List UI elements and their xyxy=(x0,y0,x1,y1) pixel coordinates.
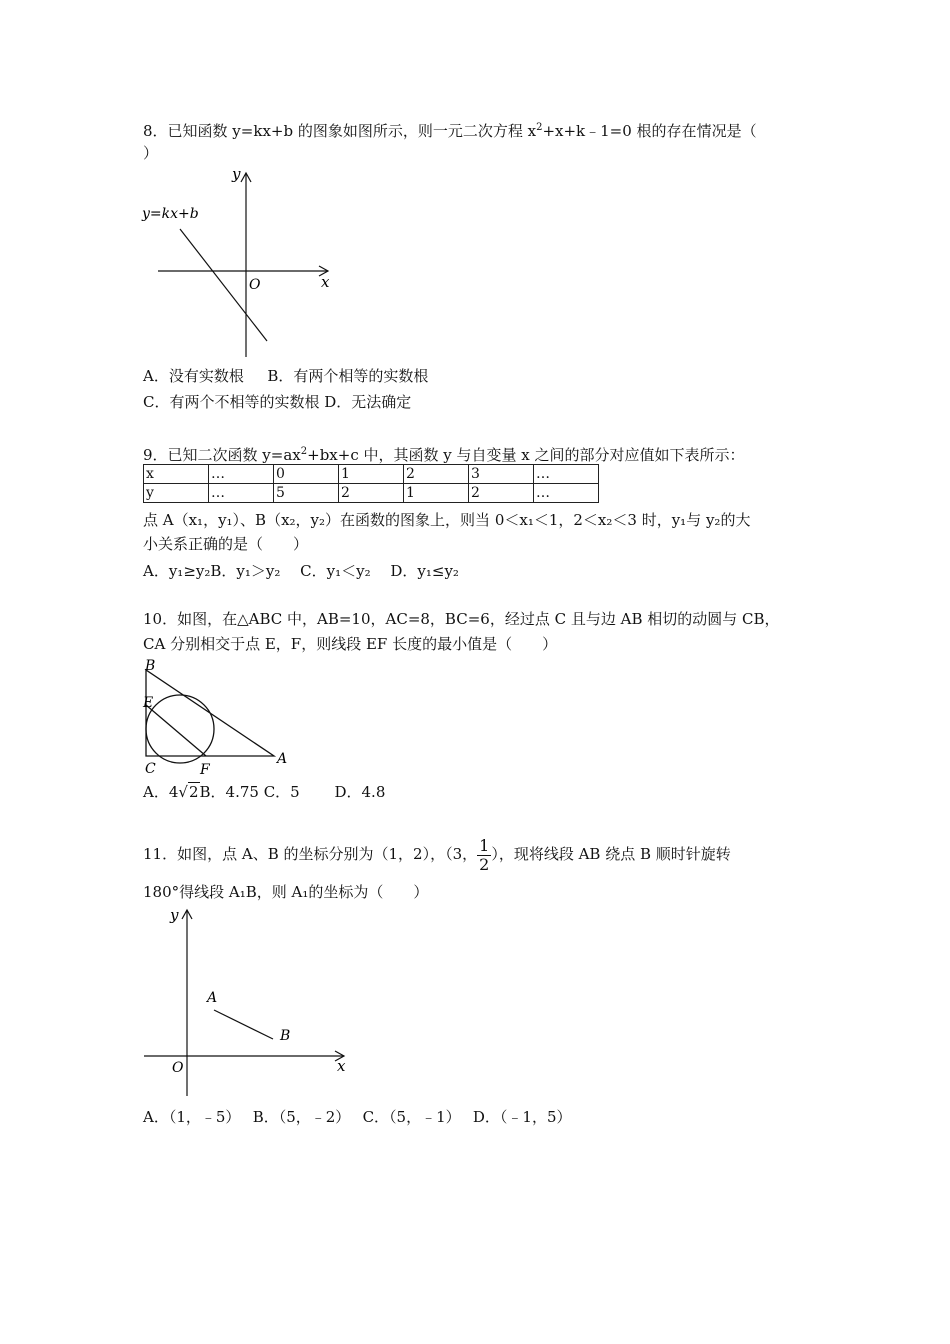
table-cell: … xyxy=(534,465,599,484)
q8-stem-post: +x+k﹣1=0 根的存在情况是（ xyxy=(542,122,757,140)
q11-label-b: B xyxy=(280,1028,291,1044)
table-cell: 2 xyxy=(404,465,469,484)
q11-frac-den: 2 xyxy=(479,854,490,874)
q11-stem-line2: 180°得线段 A₁B，则 A₁的坐标为（ ） xyxy=(143,883,429,901)
q11-segment-ab xyxy=(214,1010,273,1039)
q10-options-rest: B．4.75 C．5 D．4.8 xyxy=(199,783,386,801)
q8-option-c[interactable]: C．有两个不相等的实数根 xyxy=(143,393,320,411)
q8-line-label: y=kx+b xyxy=(142,206,199,222)
table-cell: … xyxy=(209,465,274,484)
q8-options-row1 xyxy=(143,366,428,386)
q8-graph xyxy=(140,165,340,365)
q10-sqrt-radicand: 2 xyxy=(188,783,199,801)
q11-origin-label: O xyxy=(172,1060,184,1076)
q8-stem xyxy=(143,118,757,141)
q11-graph xyxy=(140,900,360,1100)
q11-stem-line1 xyxy=(143,834,731,874)
q9-stem-post: +bx+c 中，其函数 y 与自变量 x 之间的部分对应值如下表所示： xyxy=(307,446,745,464)
table-cell: … xyxy=(209,484,274,503)
q10-sqrt: √2 xyxy=(178,783,199,801)
table-cell: 2 xyxy=(339,484,404,503)
q10-option-a: A．4 xyxy=(143,783,179,801)
q10-label-b: B xyxy=(145,658,156,674)
q11-y-label: y xyxy=(170,906,179,924)
q10-label-f: F xyxy=(200,762,210,778)
q8-options-row2 xyxy=(143,392,411,412)
q10-label-a: A xyxy=(277,751,288,767)
q9-condition-line1: 点 A（x₁，y₁）、B（x₂，y₂）在函数的图象上，则当 0＜x₁＜1，2＜x₂＜3 时，y₁与 y₂的大 xyxy=(143,511,751,529)
table-cell: 0 xyxy=(274,465,339,484)
q10-figure xyxy=(140,655,300,780)
table-cell: 1 xyxy=(339,465,404,484)
q11-label-a: A xyxy=(207,990,218,1006)
q9-options[interactable]: A．y₁≥y₂B．y₁＞y₂ C．y₁＜y₂ D．y₁≤y₂ xyxy=(143,562,459,580)
table-row xyxy=(144,465,599,484)
table-cell: x xyxy=(144,465,209,484)
q8-option-d[interactable]: D．无法确定 xyxy=(324,393,412,411)
q8-stem-sup: 2 xyxy=(536,122,543,133)
q11-fraction xyxy=(477,837,491,874)
q11-stem-post: ），现将线段 AB 绕点 B 顺时针旋转 xyxy=(491,845,731,863)
table-cell: … xyxy=(534,484,599,503)
table-row xyxy=(144,484,599,503)
q10-label-c: C xyxy=(145,761,156,777)
table-cell: 3 xyxy=(469,465,534,484)
q10-options[interactable] xyxy=(143,782,385,802)
q9-value-table xyxy=(143,464,599,503)
q10-segment-ef xyxy=(146,705,206,756)
q11-x-label: x xyxy=(337,1057,346,1075)
q11-stem-pre: 11．如图，点 A、B 的坐标分别为（1，2），（3， xyxy=(143,845,478,863)
q10-stem-line1: 10．如图，在△ABC 中，AB=10，AC=8，BC=6，经过点 C 且与边 AB 相切的动圆与 CB， xyxy=(143,610,780,628)
table-cell: 1 xyxy=(404,484,469,503)
q10-label-e: E xyxy=(143,695,154,711)
q8-x-label: x xyxy=(321,273,330,291)
q9-condition-line2: 小关系正确的是（ ） xyxy=(143,535,309,553)
table-cell: y xyxy=(144,484,209,503)
q8-stem-close: ） xyxy=(143,144,159,162)
q9-stem xyxy=(143,442,745,465)
q11-options[interactable]: A．（1，﹣5） B．（5，﹣2） C．（5，﹣1） D．（﹣1，5） xyxy=(143,1108,572,1126)
q8-origin-label: O xyxy=(249,277,261,293)
q9-stem-sup: 2 xyxy=(300,446,308,457)
q9-stem-pre: 9．已知二次函数 y=ax xyxy=(143,446,301,464)
q8-option-a[interactable]: A．没有实数根 xyxy=(143,367,244,385)
q8-option-b[interactable]: B．有两个相等的实数根 xyxy=(267,367,429,385)
q11-frac-num: 1 xyxy=(479,835,490,855)
q10-circle xyxy=(146,695,214,763)
q8-y-label: y xyxy=(232,165,241,183)
q10-stem-line2: CA 分别相交于点 E，F，则线段 EF 长度的最小值是（ ） xyxy=(143,635,558,653)
table-cell: 5 xyxy=(274,484,339,503)
q8-stem-pre: 8．已知函数 y=kx+b 的图象如图所示，则一元二次方程 x xyxy=(143,122,537,140)
table-cell: 2 xyxy=(469,484,534,503)
